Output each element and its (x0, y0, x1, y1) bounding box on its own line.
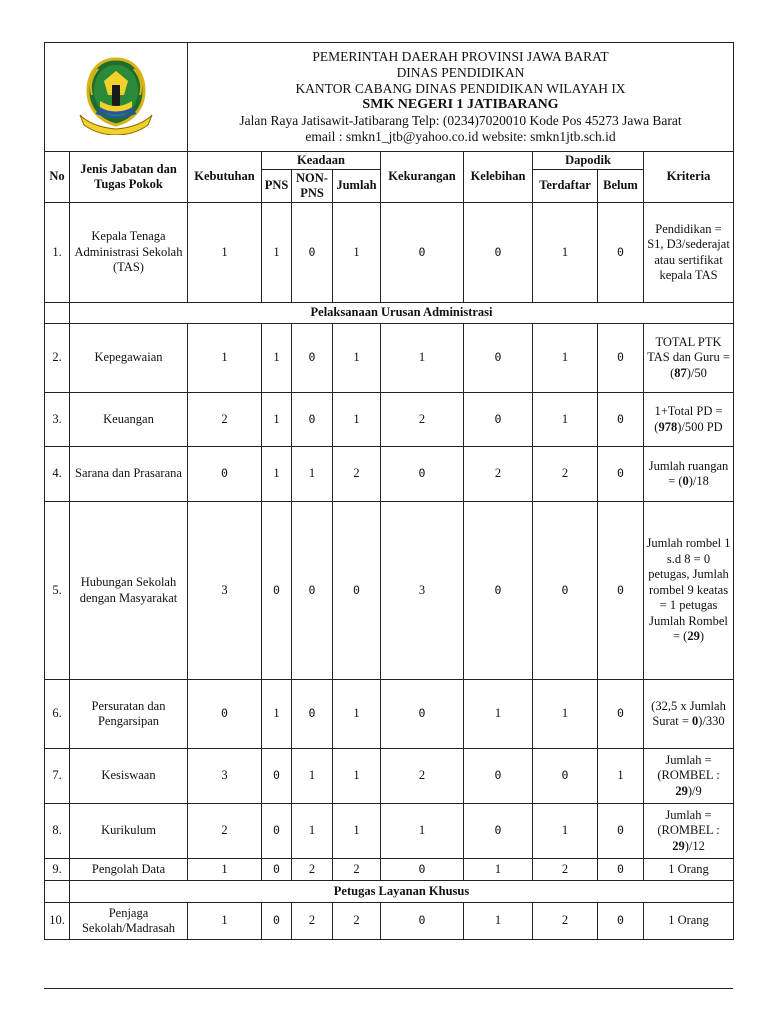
row-kebutuhan: 2 (188, 393, 262, 447)
kriteria-text: ) (699, 629, 705, 644)
row-terdaftar: 2 (533, 447, 598, 502)
row-kriteria (644, 502, 734, 680)
row-jumlah: 1 (333, 393, 381, 447)
row-kebutuhan: 3 (188, 749, 262, 804)
row-kriteria: 1 Orang (644, 903, 734, 940)
table-row (45, 749, 734, 804)
row-belum: 0 (598, 680, 644, 749)
col-kriteria: Kriteria (644, 152, 734, 203)
table-row (45, 447, 734, 502)
row-kekurangan: 0 (381, 447, 464, 502)
kriteria-value: 29 (672, 838, 685, 853)
row-kelebihan: 1 (464, 680, 533, 749)
dept-line: DINAS PENDIDIKAN (396, 65, 525, 80)
table-row (45, 680, 734, 749)
row-kriteria (644, 749, 734, 804)
row-pns: 1 (262, 447, 292, 502)
letterhead-text (188, 43, 734, 152)
section-title: Petugas Layanan Khusus (70, 881, 734, 903)
row-kebutuhan: 2 (188, 804, 262, 859)
row-kebutuhan: 0 (188, 447, 262, 502)
letterhead (45, 43, 734, 152)
section-spacer (45, 303, 70, 324)
row-kekurangan: 1 (381, 324, 464, 393)
col-kelebihan: Kelebihan (464, 152, 533, 203)
school-name: SMK NEGERI 1 JATIBARANG (362, 97, 559, 112)
kriteria-text: )/500 PD (677, 419, 723, 434)
row-kelebihan: 1 (464, 903, 533, 940)
kriteria-text: )/12 (684, 838, 705, 853)
staff-table (44, 42, 734, 940)
table-row (45, 502, 734, 680)
row-kelebihan: 0 (464, 393, 533, 447)
row-no: 3. (45, 393, 70, 447)
kriteria-value: 29 (687, 629, 700, 644)
row-belum: 0 (598, 324, 644, 393)
row-kekurangan: 2 (381, 393, 464, 447)
section-title: Pelaksanaan Urusan Administrasi (70, 303, 734, 324)
row-belum: 0 (598, 393, 644, 447)
col-belum: Belum (598, 170, 644, 203)
kriteria-text: TOTAL PTK TAS dan Guru = ( (647, 334, 730, 380)
col-keadaan: Keadaan (262, 152, 381, 170)
row-non-pns: 0 (292, 680, 333, 749)
govt-line: PEMERINTAH DAERAH PROVINSI JAWA BARAT (312, 49, 609, 64)
row-kebutuhan: 1 (188, 903, 262, 940)
row-jabatan: Kurikulum (70, 804, 188, 859)
row-no: 9. (45, 859, 70, 881)
row-no: 8. (45, 804, 70, 859)
row-non-pns: 0 (292, 203, 333, 303)
row-kelebihan: 0 (464, 324, 533, 393)
row-no: 4. (45, 447, 70, 502)
kriteria-value: 978 (658, 419, 678, 434)
page-bottom-rule (44, 988, 733, 989)
row-kebutuhan: 3 (188, 502, 262, 680)
kriteria-text: Jumlah rombel 1 s.d 8 = 0 petugas, Jumlah rombel 9 keatas = 1 petugas Jumlah Rombel = ( (646, 536, 731, 644)
logo-cell (45, 43, 188, 152)
col-kekurangan: Kekurangan (381, 152, 464, 203)
row-kekurangan: 3 (381, 502, 464, 680)
row-no: 5. (45, 502, 70, 680)
row-kriteria (644, 393, 734, 447)
row-non-pns: 0 (292, 393, 333, 447)
row-kekurangan: 0 (381, 859, 464, 881)
row-jumlah: 1 (333, 203, 381, 303)
col-jumlah: Jumlah (333, 170, 381, 203)
row-pns: 0 (262, 804, 292, 859)
kriteria-text: (32,5 x Jumlah Surat = (651, 698, 726, 728)
col-dapodik: Dapodik (533, 152, 644, 170)
address-line: Jalan Raya Jatisawit-Jatibarang Telp: (0234)7020010 Kode Pos 45273 Jawa Barat (239, 113, 682, 128)
row-non-pns: 2 (292, 859, 333, 881)
row-belum: 0 (598, 203, 644, 303)
row-kelebihan: 0 (464, 203, 533, 303)
row-jabatan: Hubungan Sekolah dengan Masyarakat (70, 502, 188, 680)
section-spacer (45, 881, 70, 903)
section-row (45, 881, 734, 903)
col-jabatan: Jenis Jabatan dan Tugas Pokok (70, 152, 188, 203)
row-kriteria: 1 Orang (644, 859, 734, 881)
row-terdaftar: 2 (533, 903, 598, 940)
contact-line: email : smkn1_jtb@yahoo.co.id website: smkn1jtb.sch.id (305, 129, 616, 144)
table-row (45, 324, 734, 393)
col-no: No (45, 152, 70, 203)
row-kelebihan: 0 (464, 804, 533, 859)
row-jumlah: 1 (333, 804, 381, 859)
row-jumlah: 1 (333, 749, 381, 804)
table-row (45, 804, 734, 859)
row-non-pns: 0 (292, 502, 333, 680)
table-row (45, 903, 734, 940)
row-jumlah: 2 (333, 903, 381, 940)
row-terdaftar: 0 (533, 502, 598, 680)
row-kriteria: Pendidikan = S1, D3/sederajat atau sertifikat kepala TAS (644, 203, 734, 303)
row-kekurangan: 0 (381, 680, 464, 749)
row-kebutuhan: 1 (188, 203, 262, 303)
row-kriteria (644, 324, 734, 393)
header-row-1 (45, 152, 734, 170)
row-pns: 1 (262, 393, 292, 447)
row-pns: 1 (262, 680, 292, 749)
row-kelebihan: 2 (464, 447, 533, 502)
kriteria-text: )/50 (686, 365, 707, 380)
table-row (45, 393, 734, 447)
row-non-pns: 1 (292, 447, 333, 502)
row-belum: 0 (598, 903, 644, 940)
row-kekurangan: 0 (381, 203, 464, 303)
row-pns: 0 (262, 502, 292, 680)
row-belum: 0 (598, 502, 644, 680)
kriteria-text: Jumlah = (ROMBEL : (657, 807, 720, 838)
row-jumlah: 0 (333, 502, 381, 680)
row-jabatan: Pengolah Data (70, 859, 188, 881)
row-kriteria (644, 804, 734, 859)
col-non-pns: NON-PNS (292, 170, 333, 203)
row-kelebihan: 0 (464, 502, 533, 680)
row-terdaftar: 1 (533, 324, 598, 393)
row-terdaftar: 1 (533, 393, 598, 447)
row-kelebihan: 0 (464, 749, 533, 804)
row-non-pns: 2 (292, 903, 333, 940)
kriteria-value: 29 (675, 783, 688, 798)
row-belum: 0 (598, 804, 644, 859)
row-kebutuhan: 0 (188, 680, 262, 749)
kriteria-text: )/18 (688, 474, 709, 488)
row-no: 6. (45, 680, 70, 749)
kriteria-text: Jumlah ruangan = ( (648, 458, 729, 488)
row-terdaftar: 0 (533, 749, 598, 804)
row-jabatan: Penjaga Sekolah/Madrasah (70, 903, 188, 940)
row-kebutuhan: 1 (188, 859, 262, 881)
kriteria-value: 0 (682, 474, 689, 488)
row-no: 10. (45, 903, 70, 940)
row-terdaftar: 1 (533, 680, 598, 749)
office-line: KANTOR CABANG DINAS PENDIDIKAN WILAYAH IX (295, 81, 626, 96)
row-pns: 0 (262, 859, 292, 881)
row-pns: 0 (262, 749, 292, 804)
row-jabatan: Sarana dan Prasarana (70, 447, 188, 502)
row-jumlah: 1 (333, 680, 381, 749)
col-pns: PNS (262, 170, 292, 203)
row-no: 1. (45, 203, 70, 303)
kriteria-text: 1+Total PD = ( (654, 404, 723, 434)
row-belum: 1 (598, 749, 644, 804)
row-pns: 0 (262, 903, 292, 940)
section-row (45, 303, 734, 324)
row-non-pns: 1 (292, 804, 333, 859)
row-terdaftar: 1 (533, 203, 598, 303)
row-no: 7. (45, 749, 70, 804)
row-jumlah: 2 (333, 859, 381, 881)
row-belum: 0 (598, 859, 644, 881)
row-kelebihan: 1 (464, 859, 533, 881)
row-no: 2. (45, 324, 70, 393)
row-kriteria (644, 680, 734, 749)
document-sheet (44, 42, 733, 940)
row-kebutuhan: 1 (188, 324, 262, 393)
west-java-emblem-icon (78, 55, 154, 135)
row-terdaftar: 2 (533, 859, 598, 881)
row-jumlah: 2 (333, 447, 381, 502)
col-terdaftar: Terdaftar (533, 170, 598, 203)
kriteria-text: )/9 (687, 783, 702, 798)
row-belum: 0 (598, 447, 644, 502)
row-pns: 1 (262, 203, 292, 303)
row-jabatan: Kesiswaan (70, 749, 188, 804)
row-kekurangan: 2 (381, 749, 464, 804)
kriteria-value: 87 (674, 365, 687, 380)
row-kekurangan: 1 (381, 804, 464, 859)
row-jabatan: Persuratan dan Pengarsipan (70, 680, 188, 749)
table-row (45, 203, 734, 303)
row-jabatan: Keuangan (70, 393, 188, 447)
row-jumlah: 1 (333, 324, 381, 393)
row-jabatan: Kepegawaian (70, 324, 188, 393)
row-non-pns: 1 (292, 749, 333, 804)
row-pns: 1 (262, 324, 292, 393)
row-terdaftar: 1 (533, 804, 598, 859)
kriteria-value: 0 (692, 714, 699, 728)
kriteria-text: Jumlah = (ROMBEL : (657, 752, 720, 783)
col-kebutuhan: Kebutuhan (188, 152, 262, 203)
row-kriteria (644, 447, 734, 502)
row-jabatan: Kepala Tenaga Administrasi Sekolah (TAS) (70, 203, 188, 303)
kriteria-text: )/330 (698, 714, 725, 728)
table-row (45, 859, 734, 881)
row-non-pns: 0 (292, 324, 333, 393)
row-kekurangan: 0 (381, 903, 464, 940)
